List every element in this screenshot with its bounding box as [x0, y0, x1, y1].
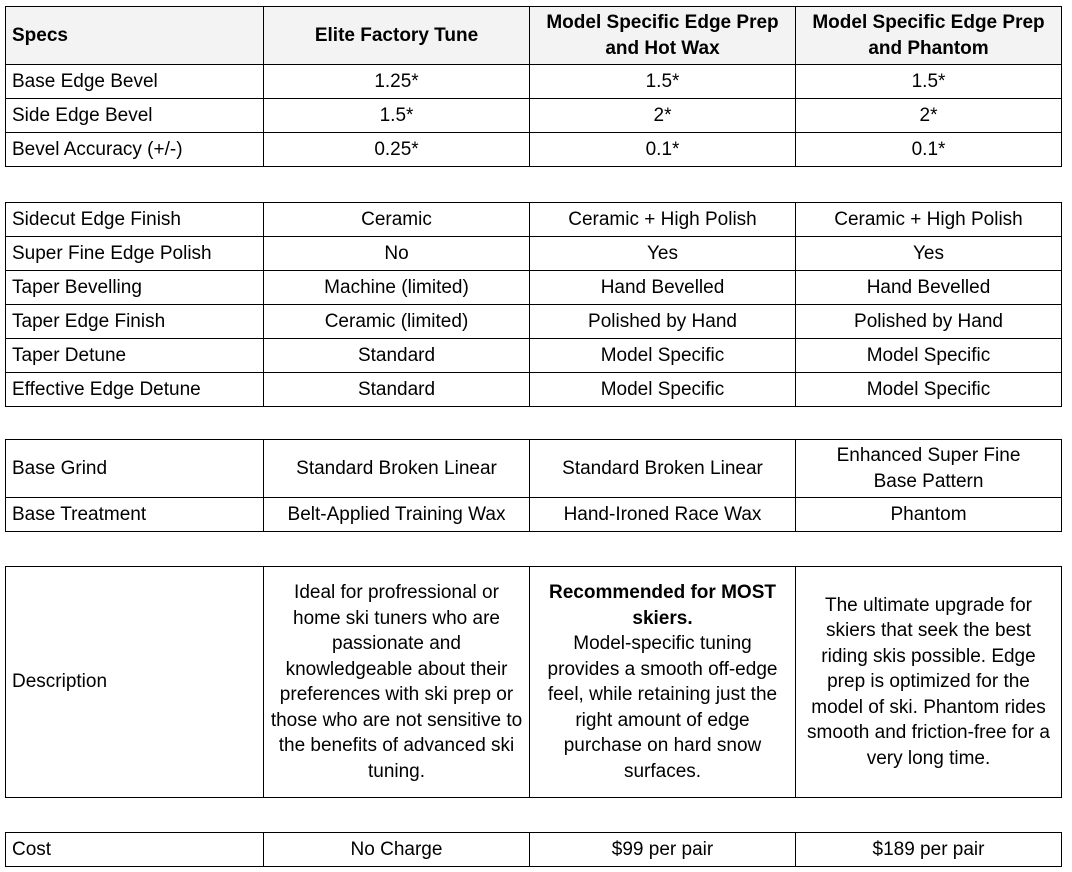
row-label: Base Treatment [6, 498, 264, 532]
cell-value: Enhanced Super Fine Base Pattern [796, 440, 1062, 498]
header-specs: Specs [6, 7, 264, 65]
header-edge-prep-hot-wax: Model Specific Edge Prep and Hot Wax [530, 7, 796, 65]
cell-value: Model Specific [530, 339, 796, 373]
cell-value: Yes [796, 237, 1062, 271]
row-label: Taper Edge Finish [6, 305, 264, 339]
table-row [6, 99, 1062, 133]
cell-value: No [264, 237, 530, 271]
cell-value: Standard [264, 339, 530, 373]
cell-value: Hand Bevelled [796, 271, 1062, 305]
cell-value: 2* [530, 99, 796, 133]
description-table [5, 566, 1062, 798]
cell-value: 1.5* [264, 99, 530, 133]
table-row [6, 305, 1062, 339]
row-label: Effective Edge Detune [6, 373, 264, 407]
elite-description: Ideal for profressional or home ski tuners who are passionate and knowledgeable about their preferences with ski prep or those who are not sensitive to the benefits of advanced ski tuning. [264, 567, 530, 798]
cell-value: Model Specific [796, 339, 1062, 373]
cell-value: Phantom [796, 498, 1062, 532]
cell-value: 0.1* [530, 133, 796, 167]
cost-hot-wax: $99 per pair [530, 833, 796, 867]
table-row [6, 833, 1062, 867]
recommended-label: Recommended for MOST skiers. [549, 582, 776, 629]
row-label: Base Grind [6, 440, 264, 498]
cell-value: 0.1* [796, 133, 1062, 167]
cost-table [5, 832, 1062, 867]
cell-value: Standard [264, 373, 530, 407]
base-table [5, 439, 1062, 532]
cell-value: Hand Bevelled [530, 271, 796, 305]
header-edge-prep-phantom: Model Specific Edge Prep and Phantom [796, 7, 1062, 65]
cell-value: 1.25* [264, 65, 530, 99]
specs-table [5, 6, 1062, 167]
cell-value: Polished by Hand [796, 305, 1062, 339]
cell-value: 1.5* [796, 65, 1062, 99]
cell-value: Ceramic + High Polish [796, 203, 1062, 237]
row-label: Taper Detune [6, 339, 264, 373]
table-row [6, 237, 1062, 271]
hot-wax-description: Model-specific tuning provides a smooth off-edge feel, while retaining just the right amount of edge purchase on hard snow surfaces. [547, 633, 778, 782]
cell-value: Belt-Applied Training Wax [264, 498, 530, 532]
table-row [6, 65, 1062, 99]
cell-value: Model Specific [796, 373, 1062, 407]
table-header-row [6, 7, 1062, 65]
cell-value: 2* [796, 99, 1062, 133]
row-label: Bevel Accuracy (+/-) [6, 133, 264, 167]
cell-value: Ceramic + High Polish [530, 203, 796, 237]
table-row [6, 203, 1062, 237]
table-row [6, 567, 1062, 798]
cell-value: 0.25* [264, 133, 530, 167]
cost-elite: No Charge [264, 833, 530, 867]
cell-value: Hand-Ironed Race Wax [530, 498, 796, 532]
edge-finish-table [5, 202, 1062, 407]
row-label: Base Edge Bevel [6, 65, 264, 99]
table-row [6, 373, 1062, 407]
cell-value: Polished by Hand [530, 305, 796, 339]
cell-value: Ceramic [264, 203, 530, 237]
hot-wax-description-cell [530, 567, 796, 798]
row-label: Taper Bevelling [6, 271, 264, 305]
table-row [6, 339, 1062, 373]
cell-value: Standard Broken Linear [264, 440, 530, 498]
cell-value: Ceramic (limited) [264, 305, 530, 339]
row-label: Sidecut Edge Finish [6, 203, 264, 237]
table-row [6, 440, 1062, 498]
table-row [6, 133, 1062, 167]
cell-value: Machine (limited) [264, 271, 530, 305]
header-elite-factory-tune: Elite Factory Tune [264, 7, 530, 65]
row-label: Super Fine Edge Polish [6, 237, 264, 271]
cell-value: Yes [530, 237, 796, 271]
table-row [6, 498, 1062, 532]
row-label: Side Edge Bevel [6, 99, 264, 133]
phantom-description: The ultimate upgrade for skiers that seek the best riding skis possible. Edge prep is optimized for the model of ski. Phantom rides smooth and friction-free for a very long time. [796, 567, 1062, 798]
cost-phantom: $189 per pair [796, 833, 1062, 867]
row-label: Cost [6, 833, 264, 867]
cell-value: 1.5* [530, 65, 796, 99]
cell-value: Standard Broken Linear [530, 440, 796, 498]
cell-value: Model Specific [530, 373, 796, 407]
table-row [6, 271, 1062, 305]
row-label: Description [6, 567, 264, 798]
